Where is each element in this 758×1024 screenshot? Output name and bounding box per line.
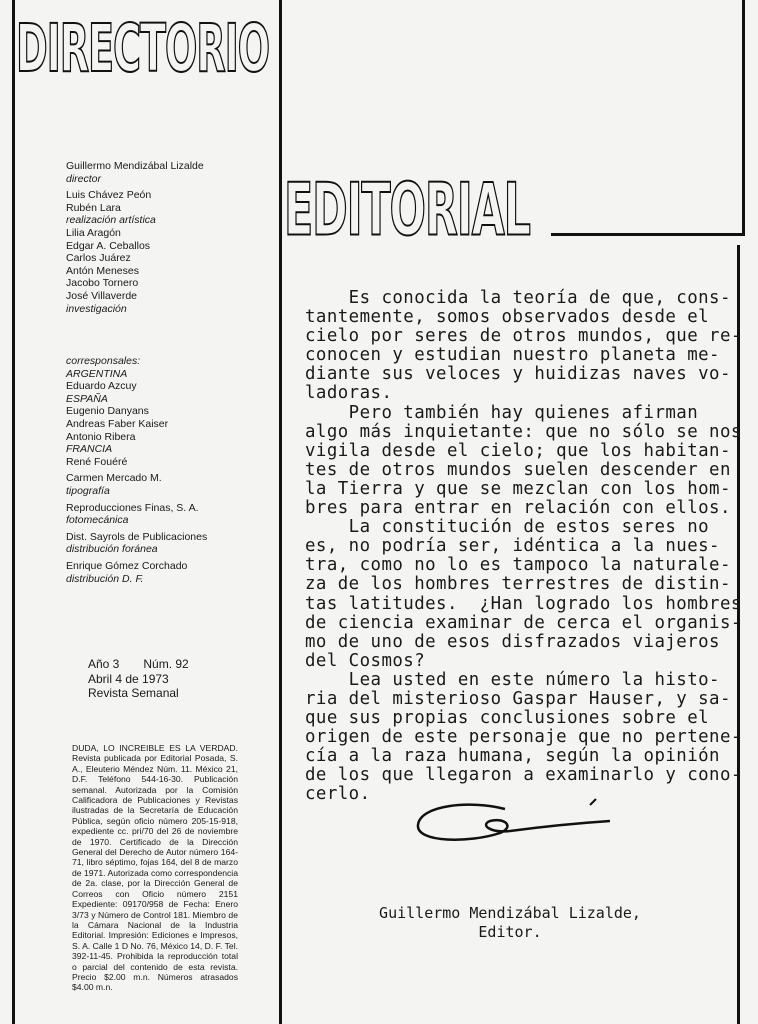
- editorial-title: EDITORIAL: [284, 168, 530, 253]
- left-border: [12, 0, 15, 1024]
- signature-name: Guillermo Mendizábal Lizalde,: [379, 904, 641, 922]
- issue-number: Núm. 92: [143, 657, 189, 671]
- staff-line: Reproducciones Finas, S. A.: [66, 501, 199, 514]
- staff-line: ARGENTINA: [66, 367, 128, 380]
- editorial-body: [305, 289, 742, 805]
- staff-line: René Fouéré: [66, 455, 128, 468]
- staff-line: realización artística: [66, 214, 156, 227]
- issue-info: [88, 657, 189, 701]
- staff-line: Carlos Juárez: [66, 252, 131, 265]
- editorial-line: mo de uno de esos disfrazados viajeros: [305, 631, 720, 652]
- issue-year: Año 3: [88, 657, 120, 671]
- editorial-line: tantemente, somos observados desde el: [305, 307, 710, 328]
- staff-line: Eugenio Danyans: [66, 405, 149, 418]
- staff-line: Guillermo Mendizábal Lizalde: [66, 160, 204, 172]
- editorial-line: del Cosmos?: [305, 650, 426, 671]
- staff-line: Edgar A. Ceballos: [66, 239, 151, 252]
- editorial-line: La constitución de estos seres no: [305, 517, 710, 538]
- staff-line: Antonio Ribera: [66, 430, 136, 443]
- editorial-line: tra, como no lo es tampoco la naturale-: [305, 555, 731, 576]
- editorial-line: tes de otros mundos suelen descender en: [305, 459, 731, 480]
- editorial-line: es, no podría ser, idéntica a la nues-: [305, 536, 720, 557]
- editorial-line: Lea usted en este número la histo-: [305, 669, 720, 690]
- staff-line: Lilia Aragón: [66, 226, 121, 239]
- editorial-line: vigila desde el cielo; que los habitan-: [305, 440, 731, 461]
- staff-line: tipografía: [66, 484, 110, 497]
- staff-line: José Villaverde: [66, 289, 138, 302]
- editorial-line: algo más inquietante: que no sólo se nos: [305, 421, 742, 442]
- staff-line: Eduardo Azcuy: [66, 380, 137, 393]
- signature-role: Editor.: [478, 923, 542, 941]
- staff-list: [66, 160, 204, 315]
- signature-block: [360, 904, 660, 942]
- staff-line: Rubén Lara: [66, 201, 121, 214]
- correspondents-list: [66, 355, 207, 585]
- staff-line: Jacobo Tornero: [66, 277, 139, 290]
- editorial-line: que sus propias conclusiones sobre el: [305, 708, 710, 729]
- editorial-line: bres para entrar en relación con ellos.: [305, 498, 731, 519]
- column-divider: [279, 0, 282, 1024]
- editorial-line: diante sus veloces y huidizas naves vo-: [305, 364, 731, 385]
- staff-line: Enrique Gómez Corchado: [66, 559, 188, 572]
- issue-type: Revista Semanal: [88, 686, 179, 700]
- editorial-line: cielo por seres de otros mundos, que re-: [305, 326, 742, 347]
- staff-line: Dist. Sayrols de Publicaciones: [66, 530, 208, 543]
- editorial-line: de ciencia examinar de cerca el organis-: [305, 612, 742, 633]
- editorial-line: cía a la raza humana, según la opinión: [305, 746, 720, 767]
- staff-line: Andreas Faber Kaiser: [66, 417, 169, 430]
- staff-line: distribución D. F.: [66, 572, 144, 585]
- directorio-title: DIRECTORIO: [16, 10, 270, 87]
- staff-line: corresponsales:: [66, 355, 141, 367]
- staff-line: ESPAÑA: [66, 392, 108, 405]
- signature-icon: [410, 795, 620, 855]
- editorial-line: za de los hombres terrestres de distin-: [305, 574, 731, 595]
- staff-line: director: [66, 172, 102, 185]
- editorial-line: ladoras.: [305, 383, 393, 404]
- legal-notice: DUDA, LO INCREIBLE ES LA VERDAD. Revista publicada por Editorial Posada, S. A., Eleuterio Méndez Núm. 11. México 21, D.F. Teléfono 544-16-30. Publicación semanal. Autorizada por la Comisión Calificadora de Publicaciones y Revistas ilustradas de la Secretaría de Educación Pública, según oficio número 205-15-918, expediente cc. pri/70 del 26 de noviembre de 1970. Certificado de la Dirección General del Derecho de Autor número 164-71, libro séptimo, fojas 164, del 8 de marzo de 1971. Autorizada como correspondencia de 2a. clase, por la Dirección General de Correos con Oficio número 2151 Expediente: 09170/958 de Fecha: Enero 3/73 y Número de Control 181. Miembro de la Cámara Nacional de la Industria Editorial. Impresión: Ediciones e Impresos, S. A. Calle 1 D No. 76, México 14, D. F. Tel. 392-11-45. Prohibida la reproducción total o parcial del contenido de esta revista. Precio $2.00 m.n. Números atrasados $4.00 m.n.: [72, 743, 238, 993]
- editorial-line: conocen y estudian nuestro planeta me-: [305, 345, 720, 366]
- editorial-line: ria del misterioso Gaspar Hauser, y sa-: [305, 688, 731, 709]
- editorial-line: Es conocida la teoría de que, cons-: [305, 288, 731, 308]
- staff-line: distribución foránea: [66, 543, 158, 556]
- staff-line: Luis Chávez Peón: [66, 189, 152, 202]
- editorial-line: origen de este personaje que no pertene-: [305, 727, 742, 748]
- staff-line: FRANCIA: [66, 443, 113, 456]
- staff-line: Carmen Mercado M.: [66, 472, 162, 485]
- editorial-line: cerlo.: [305, 784, 371, 805]
- editorial-line: la Tierra y que se mezclan con los hom-: [305, 478, 731, 499]
- staff-line: investigación: [66, 302, 127, 315]
- editorial-rule: [551, 233, 745, 236]
- staff-line: fotomecánica: [66, 514, 129, 527]
- right-border-top: [742, 0, 745, 236]
- editorial-line: Pero también hay quienes afirman: [305, 402, 699, 423]
- issue-date: Abril 4 de 1973: [88, 671, 169, 686]
- staff-line: Antón Meneses: [66, 264, 139, 277]
- editorial-line: tas latitudes. ¿Han logrado los hombres: [305, 593, 742, 614]
- editorial-line: de los que llegaron a examinarlo y cono-: [305, 765, 742, 786]
